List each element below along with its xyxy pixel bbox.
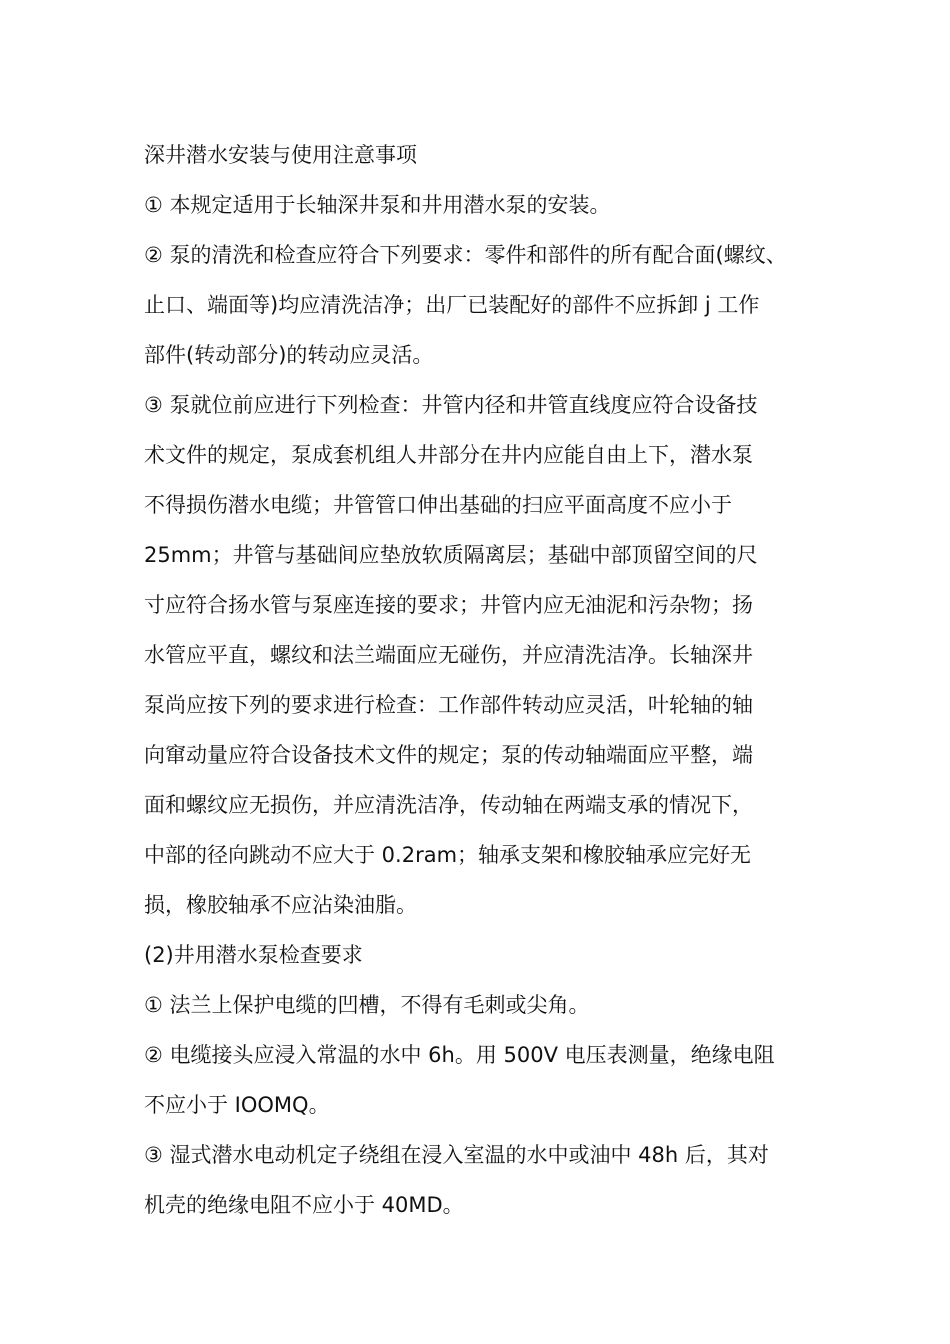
text-line: ② 泵的清洗和检查应符合下列要求：零件和部件的所有配合面(螺纹、 xyxy=(144,243,787,267)
text-line: ② 电缆接头应浸入常温的水中 6h。用 500V 电压表测量，绝缘电阻 xyxy=(144,1043,775,1067)
sub-item-1-flange xyxy=(144,980,824,1030)
text-line: 机壳的绝缘电阻不应小于 40MD。 xyxy=(144,1193,464,1217)
text-line: 术文件的规定，泵成套机组人井部分在井内应能自由上下，潜水泵 xyxy=(144,443,753,467)
item-2-cleaning xyxy=(144,230,824,380)
text-line: 寸应符合扬水管与泵座连接的要求；井管内应无油泥和污杂物；扬 xyxy=(144,593,753,617)
sub-item-2-cable xyxy=(144,1030,824,1130)
item-1-scope xyxy=(144,180,824,230)
text-line: 止口、端面等)均应清洗洁净；出厂已装配好的部件不应拆卸 j 工作 xyxy=(144,293,760,317)
text-line: 部件(转动部分)的转动应灵活。 xyxy=(144,343,434,367)
text-line: 向窜动量应符合设备技术文件的规定；泵的传动轴端面应平整，端 xyxy=(144,743,753,767)
text-line: 泵尚应按下列的要求进行检查：工作部件转动应灵活，叶轮轴的轴 xyxy=(144,693,753,717)
text-line: ① 法兰上保护电缆的凹槽，不得有毛刺或尖角。 xyxy=(144,993,590,1017)
document-title: 深井潜水安装与使用注意事项 xyxy=(144,143,417,167)
text-line: ③ 泵就位前应进行下列检查：井管内径和井管直线度应符合设备技 xyxy=(144,393,758,417)
text-line: 25mm；井管与基础间应垫放软质隔离层；基础中部顶留空间的尺 xyxy=(144,543,758,567)
document-body xyxy=(144,130,824,1230)
text-line: ③ 湿式潜水电动机定子绕组在浸入室温的水中或油中 48h 后，其对 xyxy=(144,1143,769,1167)
section-2-heading xyxy=(144,930,824,980)
text-line: 水管应平直，螺纹和法兰端面应无碰伤，并应清洗洁净。长轴深井 xyxy=(144,643,753,667)
text-line: ① 本规定适用于长轴深井泵和井用潜水泵的安装。 xyxy=(144,193,611,217)
item-3-inspection xyxy=(144,380,824,930)
text-line: 损，橡胶轴承不应沾染油脂。 xyxy=(144,893,417,917)
text-line: 不得损伤潜水电缆；井管管口伸出基础的扫应平面高度不应小于 xyxy=(144,493,732,517)
sub-item-3-motor xyxy=(144,1130,824,1230)
section-heading: (2)井用潜水泵检查要求 xyxy=(144,943,363,967)
text-line: 面和螺纹应无损伤，并应清洗洁净，传动轴在两端支承的情况下， xyxy=(144,793,753,817)
text-line: 不应小于 IOOMQ。 xyxy=(144,1093,330,1117)
text-line: 中部的径向跳动不应大于 0.2ram；轴承支架和橡胶轴承应完好无 xyxy=(144,843,752,867)
